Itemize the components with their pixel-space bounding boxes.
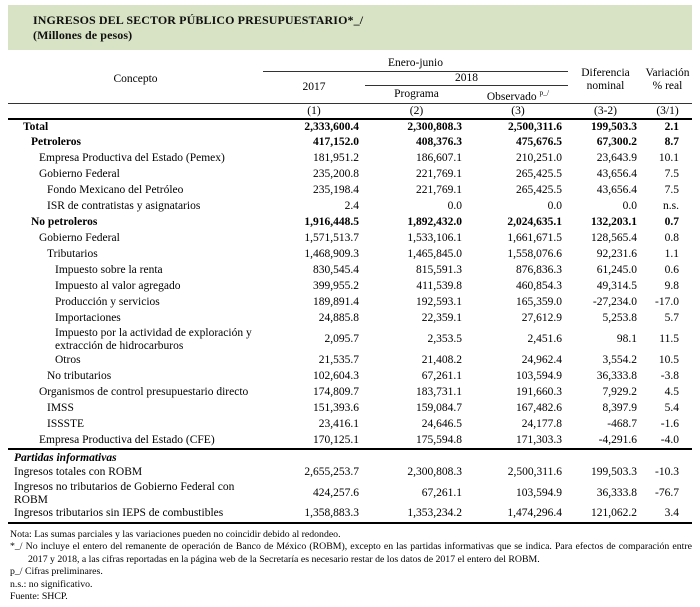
cell-value: 2,500,311.6 [508, 120, 562, 133]
cell-value: 3.4 [643, 507, 692, 523]
row-label: Impuesto sobre la renta [55, 264, 163, 277]
cell-value: 8.7 [664, 136, 679, 149]
cell-value: 27,612.9 [521, 312, 562, 325]
cell-value: 876,836.3 [516, 264, 562, 277]
cell-value: 1,358,883.3 [263, 507, 365, 523]
row-label: ISR de contratistas y asignatarios [47, 200, 201, 213]
cell-value: 2,451.6 [527, 333, 562, 346]
table-row [8, 369, 692, 385]
column-header-concepto: Concepto [113, 73, 158, 86]
cell-value: 189,891.4 [313, 296, 359, 309]
cell-value: 210,251.0 [516, 152, 562, 165]
cell-value [568, 449, 643, 465]
header-line: Observado [486, 90, 537, 103]
cell-value: 4.5 [664, 386, 679, 399]
cell-value: 24,646.5 [421, 418, 462, 431]
row-label: Ingresos no tributarios de Gobierno Federal con ROBM [14, 480, 235, 506]
cell-value: 186,607.1 [416, 152, 462, 165]
row-label: Otros [55, 354, 81, 367]
row-label: Partidas informativas [8, 449, 263, 465]
table-row [8, 183, 692, 199]
cell-value [263, 449, 365, 465]
cell-value: 0.8 [664, 232, 679, 245]
cell-value: 24,177.8 [521, 418, 562, 431]
cell-value: -27,234.0 [592, 296, 637, 309]
cell-value [365, 449, 468, 465]
cell-value: 21,535.7 [318, 354, 359, 367]
column-header-observado [468, 85, 568, 104]
row-label: Ingresos tributarios sin IEPS de combustibles [8, 507, 263, 523]
cell-value: 408,376.3 [416, 136, 462, 149]
cell-value: 0.7 [664, 216, 679, 229]
cell-value: 2,300,808.3 [407, 466, 462, 479]
cell-value: 1,661,671.5 [507, 232, 562, 245]
cell-value: 7.5 [664, 184, 679, 197]
cell-value: 5.4 [664, 402, 679, 415]
cell-value: -4.0 [660, 433, 679, 446]
cell-value: 235,200.8 [313, 168, 359, 181]
cell-value: 49,314.5 [596, 280, 637, 293]
cell-value: 5.7 [664, 312, 679, 325]
cell-value: 67,261.1 [421, 487, 462, 500]
cell-value: 128,565.4 [591, 232, 637, 245]
cell-value: 36,333.8 [596, 487, 637, 500]
cell-value: 92,231.6 [596, 248, 637, 261]
cell-value: 192,593.1 [416, 296, 462, 309]
table-row [8, 199, 692, 215]
cell-value: 170,125.1 [313, 433, 359, 446]
cell-value: 9.8 [664, 280, 679, 293]
table-row [8, 401, 692, 417]
cell-value: 424,257.6 [313, 487, 359, 500]
column-header-2018: 2018 [365, 71, 568, 85]
row-label: No tributarios [47, 370, 112, 383]
cell-value: 3,554.2 [602, 354, 637, 367]
ref-label: (3/1) [643, 104, 692, 119]
row-label: Gobierno Federal [39, 168, 120, 181]
cell-value: 11.5 [659, 333, 679, 346]
cell-value: 417,152.0 [313, 136, 359, 149]
cell-value: 21,408.2 [421, 354, 462, 367]
cell-value: 67,300.2 [596, 136, 637, 149]
note-asterisco: *_/ No incluye el entero del remanente de operación de Banco de México (ROBM), excepto en las partidas informativas que se indica. Para efectos de comparación entre 2017 y 2018, a las cifras reportadas en la página web de la Secretaría es necesario restar de los datos de 2017 el entero del ROBM. [10, 541, 692, 565]
column-header-diferencia-nominal [568, 56, 643, 104]
cell-value: 1,533,106.1 [407, 232, 462, 245]
cell-value: -76.7 [655, 487, 679, 500]
cell-value: 36,333.8 [596, 370, 637, 383]
table-row [8, 151, 692, 167]
cell-value: -17.0 [655, 296, 679, 309]
cell-value: 475,676.5 [516, 136, 562, 149]
cell-value: 8,397.9 [602, 402, 637, 415]
cell-value: 132,203.1 [591, 216, 637, 229]
cell-value: 1,353,234.2 [365, 507, 468, 523]
cell-value: 1,916,448.5 [304, 216, 359, 229]
cell-value: 7,929.2 [602, 386, 637, 399]
row-label: Gobierno Federal [39, 232, 120, 245]
cell-value: 1,468,909.3 [304, 248, 359, 261]
ref-label: (3-2) [568, 104, 643, 119]
row-label: Fondo Mexicano del Petróleo [47, 184, 184, 197]
cell-value: 0.6 [664, 264, 679, 277]
row-label: Importaciones [55, 312, 121, 325]
ingresos-table [8, 56, 692, 524]
row-label: Organismos de control presupuestario directo [39, 386, 249, 399]
cell-value: -1.6 [660, 418, 679, 431]
cell-value: 67,261.1 [421, 370, 462, 383]
cell-value: 0.0 [547, 200, 562, 213]
cell-value: 102,604.3 [313, 370, 359, 383]
cell-value: 167,482.6 [516, 402, 562, 415]
table-body [8, 119, 692, 523]
table-row [8, 135, 692, 151]
row-label: No petroleros [31, 216, 98, 229]
column-header-programa: Programa [394, 87, 439, 100]
header-line: nominal [586, 79, 625, 92]
row-label: Impuesto por la actividad de exploración y extracción de hidrocarburos [55, 326, 252, 352]
cell-value: 103,594.9 [516, 370, 562, 383]
cell-value: 10.5 [658, 354, 679, 367]
cell-value: -3.8 [660, 370, 679, 383]
cell-value: n.s. [663, 200, 679, 213]
table-row [8, 295, 692, 311]
page-title: INGRESOS DEL SECTOR PÚBLICO PRESUPUESTARIO*_/ [33, 13, 364, 27]
cell-value: 1,892,432.0 [407, 216, 462, 229]
cell-value: 265,425.5 [516, 184, 562, 197]
ref-label: (3) [468, 104, 568, 119]
row-label: Total [23, 120, 49, 133]
note-redondeo: Nota: Las sumas parciales y las variaciones pueden no coincidir debido al redondeo. [10, 528, 341, 540]
cell-value: 7.5 [664, 168, 679, 181]
cell-value: 103,594.9 [516, 487, 562, 500]
footnotes [8, 529, 692, 604]
row-label: ISSSTE [47, 418, 85, 431]
table-row [8, 263, 692, 279]
cell-value: 2,655,253.7 [304, 466, 359, 479]
header-line: % real [652, 79, 683, 92]
cell-value: 183,731.1 [416, 386, 462, 399]
ref-empty [8, 104, 263, 119]
table-row [8, 311, 692, 327]
cell-value: 265,425.5 [516, 168, 562, 181]
cell-value: 199,503.3 [591, 466, 637, 479]
cell-value: 2.4 [344, 200, 359, 213]
cell-value: 399,955.2 [313, 280, 359, 293]
cell-value [468, 449, 568, 465]
row-label: IMSS [47, 402, 74, 415]
table-row [8, 507, 692, 523]
cell-value: 181,951.2 [313, 152, 359, 165]
cell-value: 235,198.4 [313, 184, 359, 197]
row-label: Empresa Productiva del Estado (Pemex) [39, 152, 225, 165]
cell-value: 1.1 [664, 248, 679, 261]
cell-value: 43,656.4 [596, 184, 637, 197]
cell-value: 61,245.0 [596, 264, 637, 277]
column-header-variacion-real [643, 56, 692, 104]
cell-value: 2,353.5 [427, 333, 462, 346]
table-row [8, 465, 692, 481]
row-label: Ingresos totales con ROBM [14, 466, 143, 479]
cell-value: 24,962.4 [521, 354, 562, 367]
table-row [8, 353, 692, 369]
note-preliminares: p_/ Cifras preliminares. [10, 566, 103, 578]
cell-value: 2,024,635.1 [507, 216, 562, 229]
cell-value: 23,416.1 [318, 418, 359, 431]
cell-value: 1,474,296.4 [468, 507, 568, 523]
table-row [8, 417, 692, 433]
table-row [8, 167, 692, 183]
cell-value: 411,539.8 [416, 280, 462, 293]
cell-value: -10.3 [655, 466, 679, 479]
cell-value: 2,500,311.6 [507, 466, 562, 479]
cell-value [643, 449, 692, 465]
page-subtitle: (Millones de pesos) [33, 28, 133, 42]
cell-value: 2,333,600.4 [304, 120, 359, 133]
table-row [8, 279, 692, 295]
table-row [8, 247, 692, 263]
cell-value: 0.0 [447, 200, 462, 213]
cell-value: 1,465,845.0 [407, 248, 462, 261]
note-no-significativo: n.s.: no significativo. [10, 578, 93, 590]
row-label: Tributarios [47, 248, 98, 261]
cell-value: 5,253.8 [602, 312, 637, 325]
table-row [8, 449, 692, 465]
cell-value: 23,643.9 [596, 152, 637, 165]
cell-value: 830,545.4 [313, 264, 359, 277]
cell-value: 460,854.3 [516, 280, 562, 293]
cell-value: 165,359.0 [516, 296, 562, 309]
column-header-2017: 2017 [302, 80, 326, 93]
cell-value: 2.1 [664, 120, 679, 133]
title-block [8, 5, 692, 50]
table-row [8, 119, 692, 135]
row-label: Petroleros [31, 136, 82, 149]
cell-value: 10.1 [658, 152, 679, 165]
cell-value: 2,095.7 [324, 333, 359, 346]
ref-label: (1) [263, 104, 365, 119]
cell-value: 191,660.3 [516, 386, 562, 399]
cell-value: 24,885.8 [318, 312, 359, 325]
cell-value: 221,769.1 [416, 184, 462, 197]
header-line: Diferencia [581, 66, 630, 79]
cell-value: 43,656.4 [596, 168, 637, 181]
note-fuente: Fuente: SHCP. [10, 591, 68, 603]
table-row [8, 385, 692, 401]
ref-label: (2) [365, 104, 468, 119]
observado-superscript: p_/ [539, 87, 550, 97]
row-label: Producción y servicios [55, 296, 160, 309]
cell-value: 221,769.1 [416, 168, 462, 181]
table-row [8, 231, 692, 247]
row-label: Impuesto al valor agregado [55, 280, 181, 293]
cell-value: -468.7 [607, 418, 637, 431]
table-header [8, 56, 692, 119]
row-label: Empresa Productiva del Estado (CFE) [39, 433, 215, 446]
cell-value: 22,359.1 [421, 312, 462, 325]
table-row [8, 215, 692, 231]
cell-value: -4,291.6 [598, 433, 637, 446]
table-row [8, 433, 692, 449]
cell-value: 2,300,808.3 [407, 120, 462, 133]
cell-value: 1,571,513.7 [304, 232, 359, 245]
cell-value: 815,591.3 [416, 264, 462, 277]
cell-value: 199,503.3 [591, 120, 637, 133]
cell-value: 0.0 [622, 200, 637, 213]
cell-value: 121,062.2 [568, 507, 643, 523]
cell-value: 174,809.7 [313, 386, 359, 399]
table-row [8, 327, 692, 353]
column-header-enero-junio: Enero-junio [263, 56, 568, 71]
header-line: Variación [645, 66, 690, 79]
cell-value: 1,558,076.6 [507, 248, 562, 261]
cell-value: 175,594.8 [416, 433, 462, 446]
cell-value: 151,393.6 [313, 402, 359, 415]
cell-value: 159,084.7 [416, 402, 462, 415]
cell-value: 171,303.3 [516, 433, 562, 446]
table-row [8, 481, 692, 507]
cell-value: 98.1 [616, 333, 637, 346]
